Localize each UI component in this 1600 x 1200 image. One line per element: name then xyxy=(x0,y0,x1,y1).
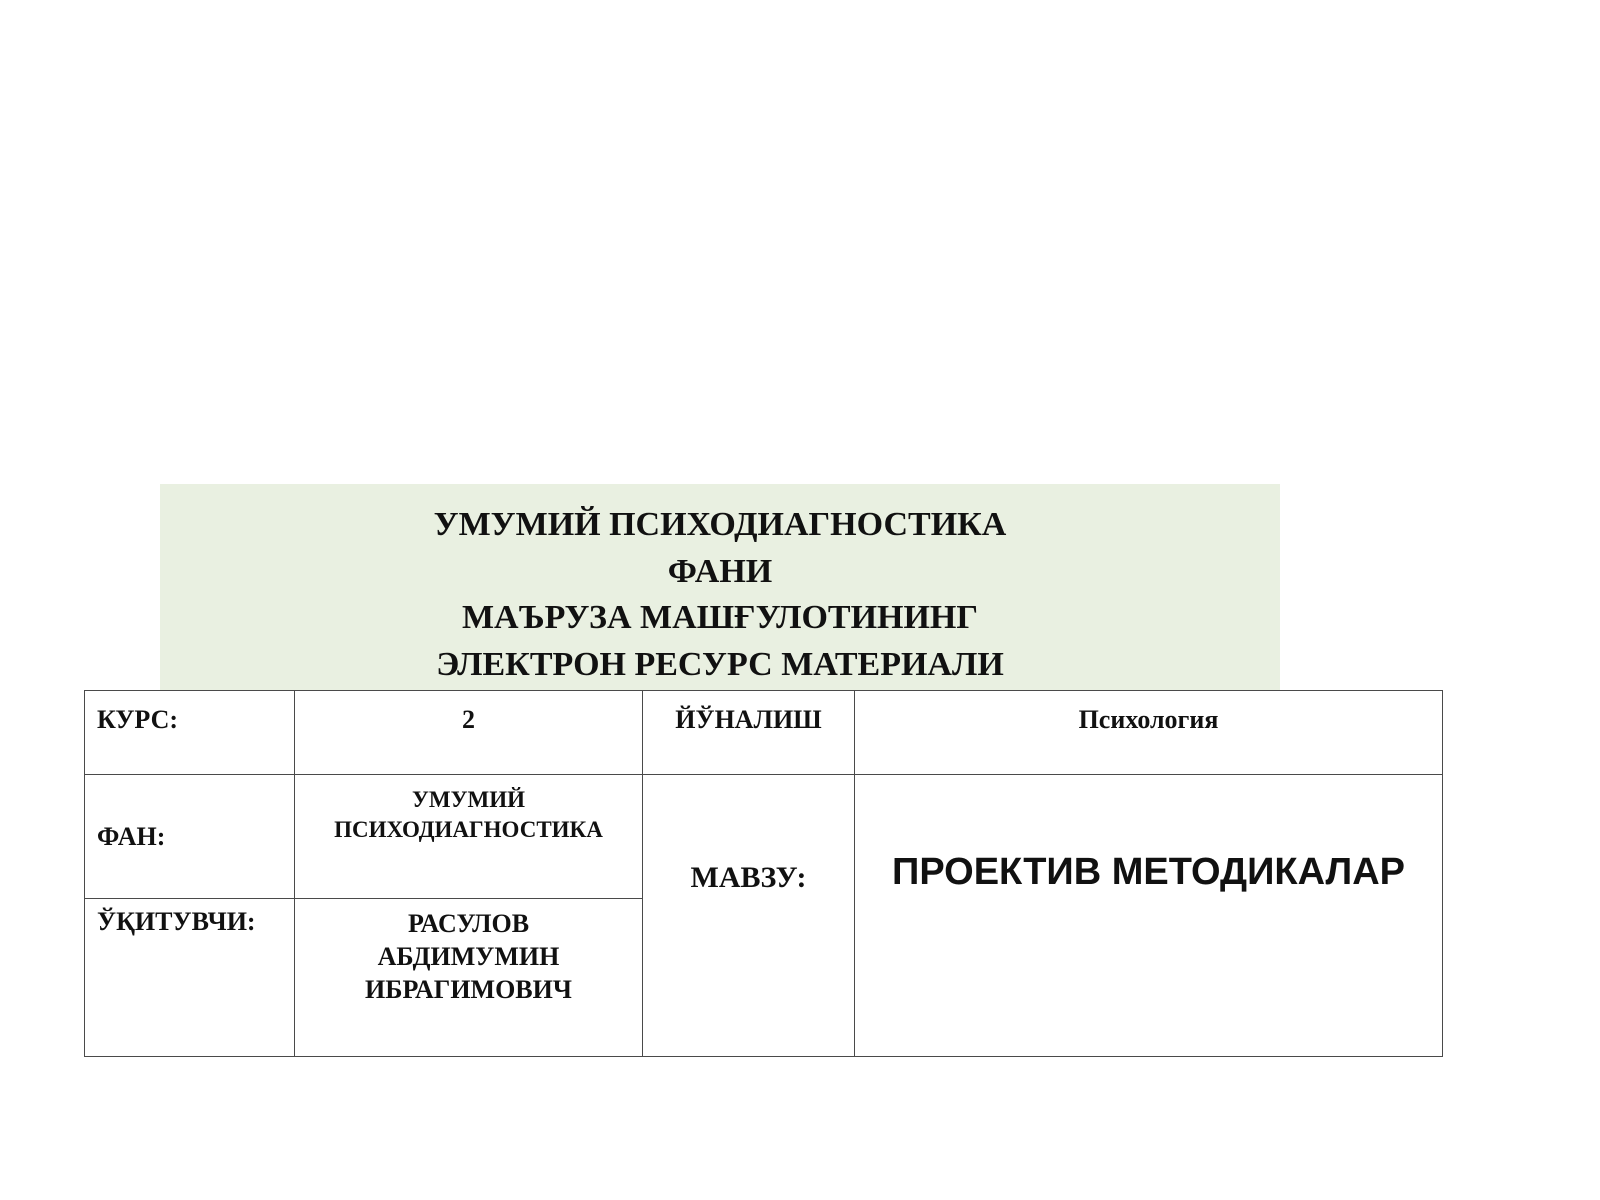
title-line-fani: ФАНИ xyxy=(667,552,773,590)
title-line-lecture: МАЪРУЗА МАШҒУЛОТИНИНГ xyxy=(461,599,979,636)
table-row xyxy=(85,775,1443,899)
course-value: 2 xyxy=(295,691,643,775)
subject-value-line1: УМУМИЙ xyxy=(412,787,525,812)
subject-label: ФАН: xyxy=(85,775,295,899)
direction-label: ЙЎНАЛИШ xyxy=(643,691,855,775)
title-line-subject: УМУМИЙ ПСИХОДИАГНОСТИКА xyxy=(433,506,1007,543)
course-info-table xyxy=(84,690,1443,1057)
title-banner xyxy=(160,484,1280,692)
title-line-resource: ЭЛЕКТРОН РЕСУРС МАТЕРИАЛИ xyxy=(436,645,1004,683)
teacher-name: АБДИМУМИН xyxy=(377,942,560,971)
teacher-patronymic: ИБРАГИМОВИЧ xyxy=(365,975,572,1004)
table-row xyxy=(85,691,1443,775)
direction-value: Психология xyxy=(855,691,1443,775)
topic-value: ПРОЕКТИВ МЕТОДИКАЛАР xyxy=(855,775,1443,1057)
topic-label: МАВЗУ: xyxy=(643,775,855,1057)
course-label: КУРС: xyxy=(85,691,295,775)
teacher-value xyxy=(295,899,643,1057)
teacher-label: ЎҚИТУВЧИ: xyxy=(85,899,295,1057)
subject-value xyxy=(295,775,643,899)
teacher-surname: РАСУЛОВ xyxy=(407,909,530,938)
subject-value-line2: ПСИХОДИАГНОСТИКА xyxy=(334,817,603,842)
